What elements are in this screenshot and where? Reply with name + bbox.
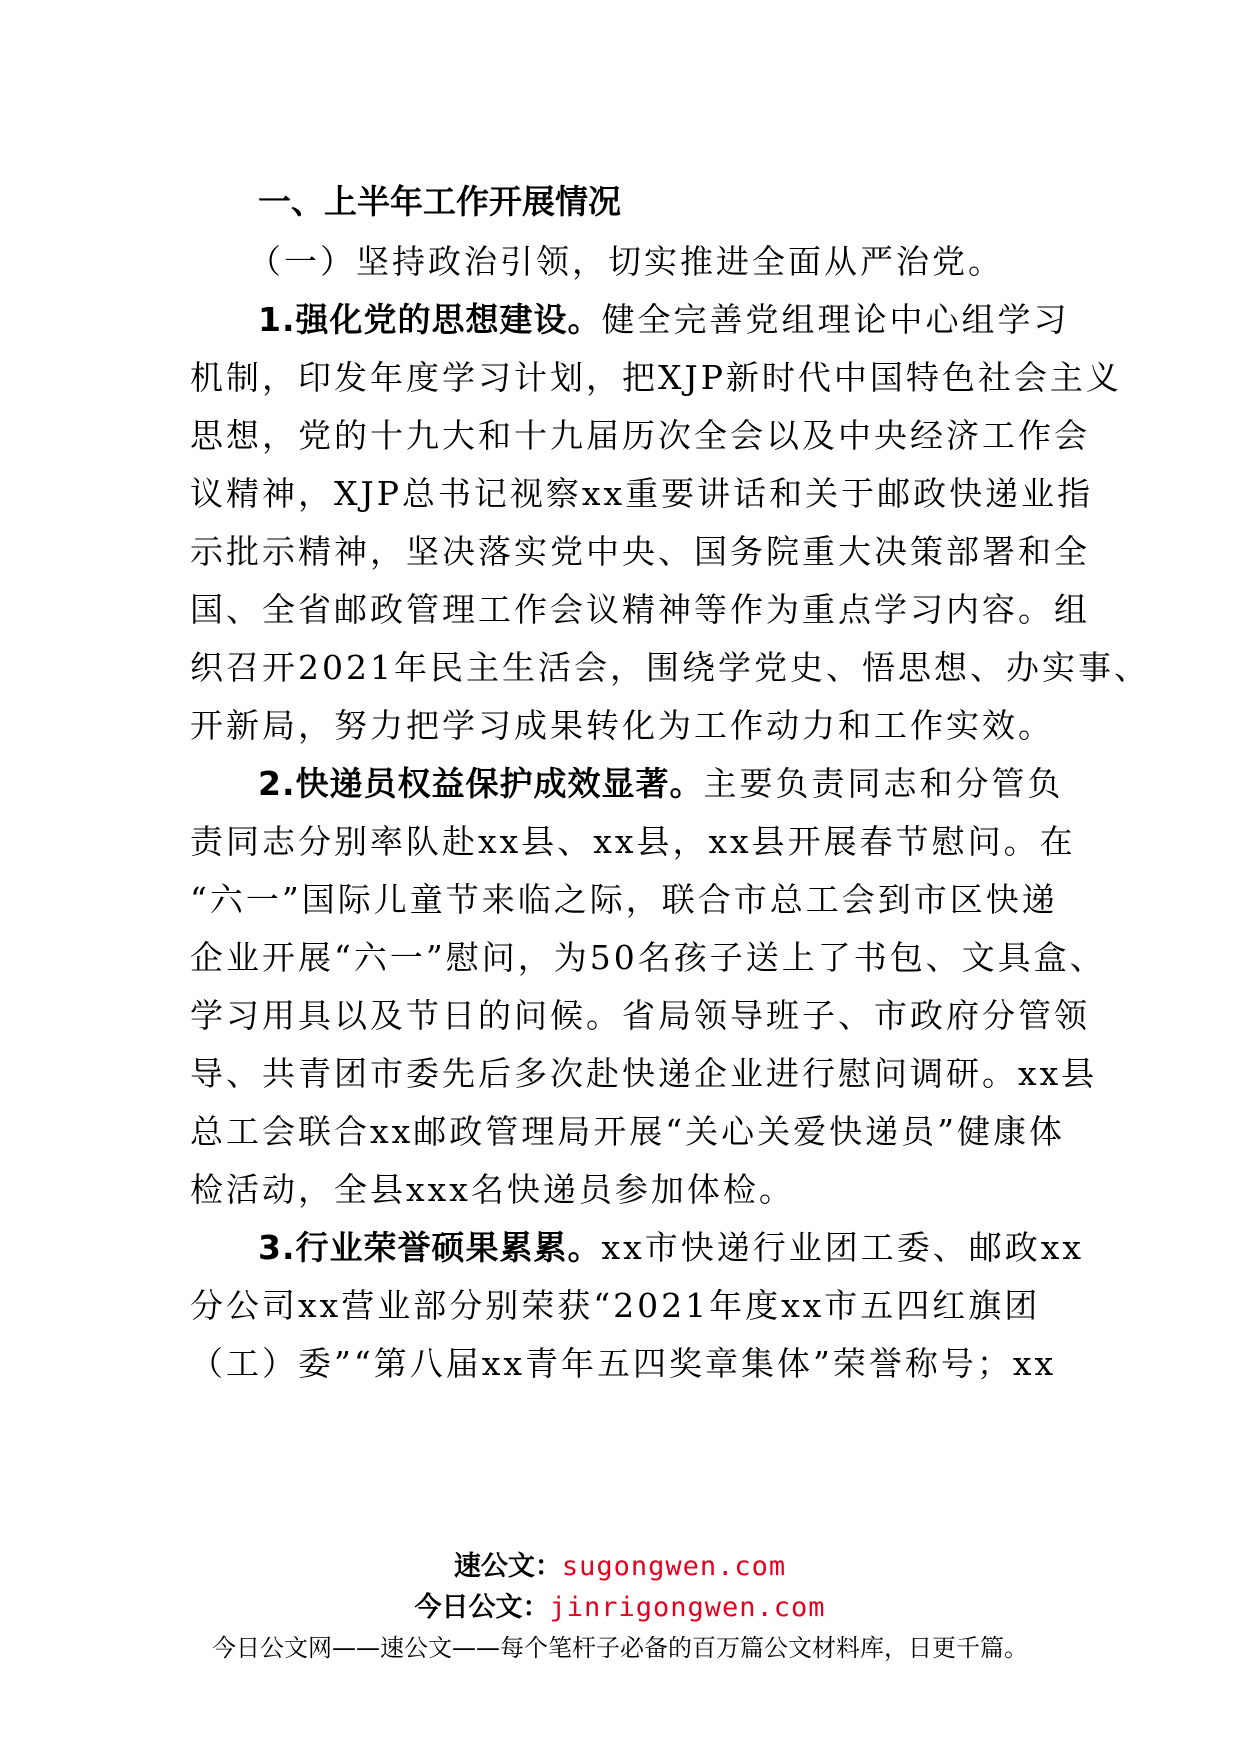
paragraph-1-text: 健全完善党组理论中心组学习: [601, 300, 1070, 339]
paragraph-2-line-4: 企业开展“六一”慰问，为50名孩子送上了书包、文具盒、: [190, 938, 1106, 977]
footer-slogan: 今日公文网——速公文——每个笔杆子必备的百万篇公文材料库，日更千篇。: [212, 1634, 1028, 1662]
paragraph-2-line-6: 导、共青团市委先后多次赴快递企业进行慰问调研。xx县: [190, 1054, 1098, 1093]
paragraph-1-line-6: 国、全省邮政管理工作会议精神等作为重点学习内容。组: [190, 590, 1090, 629]
footer-link-jinrigongwen[interactable]: jinrigongwen.com: [549, 1592, 826, 1623]
paragraph-1-line-3: 思想，党的十九大和十九届历次全会以及中央经济工作会: [190, 416, 1090, 455]
paragraph-1-line-4: 议精神，XJP总书记视察xx重要讲话和关于邮政快递业指: [190, 474, 1094, 513]
paragraph-1-line-5: 示批示精神，坚决落实党中央、国务院重大决策部署和全: [190, 532, 1090, 571]
paragraph-2-line-5: 学习用具以及节日的问候。省局领导班子、市政府分管领: [190, 996, 1090, 1035]
paragraph-2-line-2: 责同志分别率队赴xx县、xx县，xx县开展春节慰问。在: [190, 822, 1076, 861]
footer-jinrigongwen: [0, 1585, 1240, 1624]
paragraph-3-line-2: 分公司xx营业部分别荣获“2021年度xx市五四红旗团: [190, 1286, 1041, 1325]
paragraph-2-lead: 2.快递员权益保护成效显著。: [258, 764, 704, 803]
paragraph-2-line-8: 检活动，全县xxx名快递员参加体检。: [190, 1170, 795, 1209]
footer-link-sugongwen[interactable]: sugongwen.com: [561, 1551, 787, 1582]
paragraph-1-lead: 1.强化党的思想建设。: [258, 300, 602, 339]
footer-sugongwen: [0, 1544, 1240, 1583]
paragraph-3-line-1: [258, 1222, 1084, 1269]
footer-label-1: 速公文：: [453, 1551, 562, 1582]
section-heading: 一、上半年工作开展情况: [258, 182, 621, 221]
subheading: （一）坚持政治引领，切实推进全面从严治党。: [248, 242, 1004, 281]
paragraph-2-line-1: [258, 758, 1064, 805]
paragraph-2-text: 主要负责同志和分管负: [703, 764, 1064, 803]
paragraph-2-line-3: “六一”国际儿童节来临之际，联合市总工会到市区快递: [190, 880, 1058, 919]
paragraph-3-lead: 3.行业荣誉硕果累累。: [258, 1228, 602, 1267]
paragraph-2-line-7: 总工会联合xx邮政管理局开展“关心关爱快递员”健康体: [190, 1112, 1065, 1151]
paragraph-1-line-7: 织召开2021年民主生活会，围绕学党史、悟思想、办实事、: [190, 648, 1150, 687]
paragraph-1-line-2: 机制，印发年度学习计划，把XJP新时代中国特色社会主义: [190, 358, 1122, 397]
paragraph-1-line-1: [258, 294, 1070, 341]
paragraph-3-text: xx市快递行业团工委、邮政xx: [601, 1228, 1084, 1267]
paragraph-3-line-3: （工）委”“第八届xx青年五四奖章集体”荣誉称号；xx: [190, 1344, 1057, 1383]
footer-label-2: 今日公文：: [414, 1592, 550, 1623]
paragraph-1-line-8: 开新局，努力把学习成果转化为工作动力和工作实效。: [190, 706, 1054, 745]
